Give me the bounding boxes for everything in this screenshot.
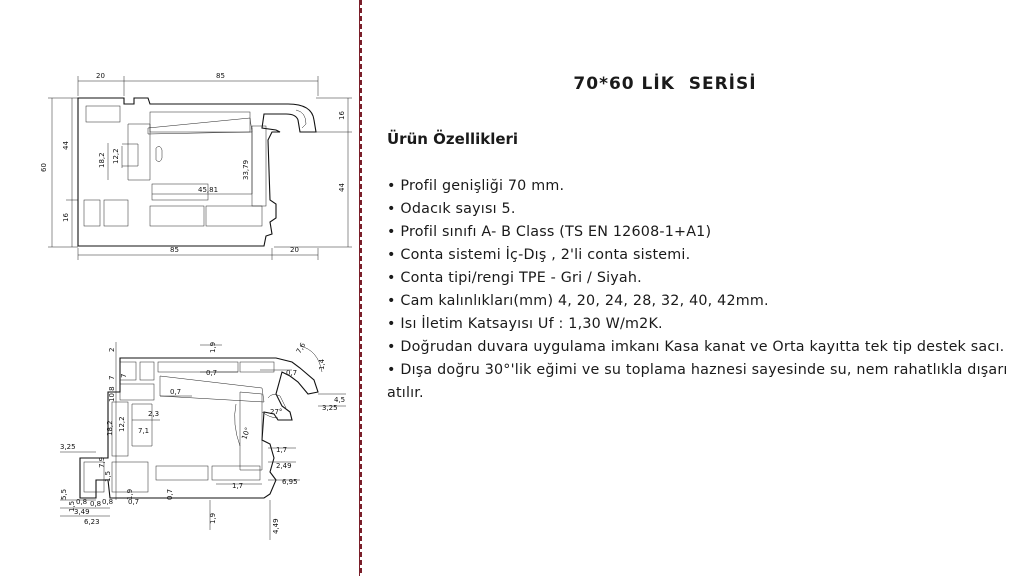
features-heading: Ürün Özellikleri: [387, 130, 519, 148]
vertical-divider: [359, 0, 363, 576]
dim-b16: 4,5: [334, 396, 346, 404]
dim-b27: 1,5: [104, 470, 112, 482]
dim-b32: 0,8: [102, 498, 114, 506]
dim-b19: 1,7: [276, 446, 288, 454]
dim-left-upper: 44: [62, 141, 70, 150]
dim-b9: 0,7: [170, 388, 182, 396]
dim-left-total: 60: [40, 163, 48, 172]
dim-left-lower: 16: [62, 213, 70, 222]
list-item: • Isı İletim Katsayısı Uf : 1,30 W/m2K.: [387, 313, 1012, 336]
dim-bottom-right: 20: [290, 246, 299, 254]
list-item: • Odacık sayısı 5.: [387, 198, 1012, 221]
dim-top-right: 85: [216, 72, 225, 80]
list-item: • Conta tipi/rengi TPE - Gri / Siyah.: [387, 267, 1012, 290]
dim-b21: 6,95: [282, 478, 298, 486]
dim-b2: 7: [108, 375, 116, 380]
top-profile-drawing: [40, 72, 352, 260]
list-item: • Dışa doğru 30°'lik eğimi ve su toplama haznesi sayesinde su, nem rahatlıkla dışarı atılır.: [387, 359, 1012, 405]
dim-b7: 7,1: [138, 427, 150, 435]
list-item: • Conta sistemi İç-Dış , 2'li conta sistemi.: [387, 244, 1012, 267]
dim-b17: 3,25: [60, 443, 76, 451]
dim-bottom-left: 85: [170, 246, 179, 254]
dim-b3: 10,8: [108, 386, 116, 402]
dim-b22: 1,7: [232, 482, 244, 490]
dim-b6: 12,2: [118, 416, 126, 432]
dim-b8: 2,3: [148, 410, 160, 418]
features-list: [387, 175, 1012, 405]
dim-b1: 2: [108, 347, 116, 352]
dim-b35: 6,23: [84, 518, 100, 526]
dim-inner-c: 45,81: [198, 186, 219, 194]
product-info-panel: [380, 0, 1016, 576]
dim-b18: 10°: [240, 426, 253, 441]
dim-b31: 0,8: [90, 500, 102, 508]
dim-inner-a: 18,2: [98, 152, 106, 168]
dim-right-upper: 16: [338, 111, 346, 120]
dim-inner-b: 12,2: [112, 148, 120, 164]
dim-b12: 1,9: [209, 341, 217, 353]
dim-b24: 3,25: [322, 404, 338, 412]
dim-b4: 7: [120, 373, 128, 378]
dim-b20: 2,49: [276, 462, 292, 470]
dim-top-left: 20: [96, 72, 105, 80]
dim-b13: 7,6: [294, 341, 308, 355]
dim-b23: 0,7: [166, 488, 174, 500]
dim-b37: 4,49: [272, 518, 280, 534]
dim-b10: 0,7: [206, 369, 218, 377]
dim-b36: 1,9: [126, 488, 134, 500]
dim-b25: 1,9: [209, 512, 217, 524]
dim-right-lower: 44: [338, 183, 346, 192]
dim-b5: 18,2: [106, 420, 114, 436]
dim-b33: 0,7: [128, 498, 140, 506]
dim-b11: 0,7: [286, 369, 298, 377]
series-title: 70*60 LİK SERİSİ: [573, 74, 757, 94]
dim-b26: 7,9: [98, 456, 106, 468]
bottom-profile-drawing: [60, 341, 346, 540]
dim-b30: 0,8: [76, 498, 88, 506]
list-item: • Profil sınıfı A- B Class (TS EN 12608-1+A1): [387, 221, 1012, 244]
dim-b34: 3,49: [74, 508, 90, 516]
list-item: • Cam kalınlıkları(mm) 4, 20, 24, 28, 32, 40, 42mm.: [387, 290, 1012, 313]
dim-b29: 1,5: [68, 500, 76, 512]
technical-drawings-panel: [0, 0, 360, 576]
dim-b15: 27°: [270, 408, 283, 416]
dim-b14: 1,4: [318, 358, 326, 370]
dim-b28: 5,5: [60, 488, 68, 500]
profile-cross-section-drawing: [0, 0, 360, 576]
list-item: • Doğrudan duvara uygulama imkanı Kasa kanat ve Orta kayıtta tek tip destek sacı.: [387, 336, 1012, 359]
list-item: • Profil genişliği 70 mm.: [387, 175, 1012, 198]
dim-inner-d: 33,79: [242, 159, 250, 180]
